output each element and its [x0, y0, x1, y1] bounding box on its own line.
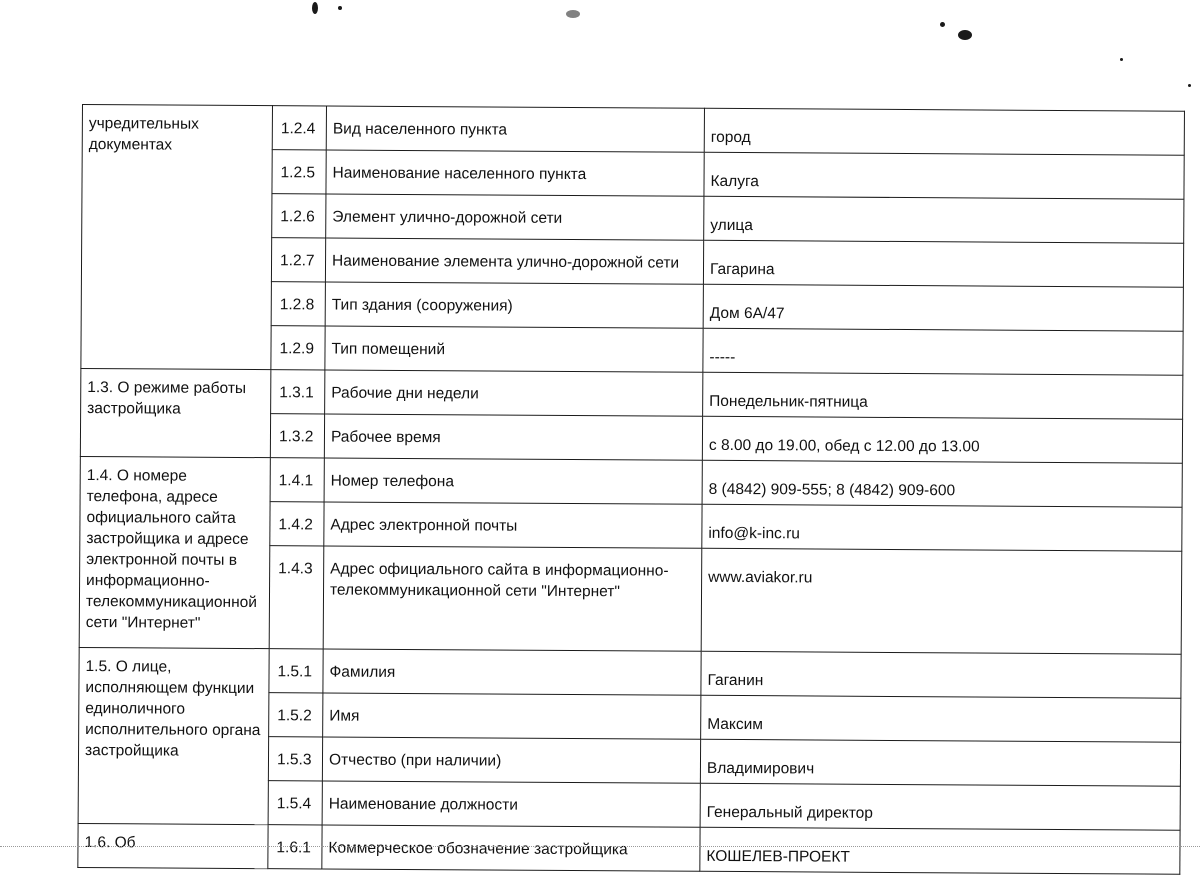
section-title: 1.4. О номере телефона, адресе официального сайта застройщика и адресе электронной почты в информационно-телекоммуникационной сети "Интернет" — [79, 456, 270, 648]
item-number: 1.5.2 — [269, 693, 323, 737]
item-number: 1.4.1 — [270, 458, 324, 502]
table-row — [82, 105, 1184, 156]
scan-speck — [958, 30, 972, 40]
item-name: Фамилия — [323, 649, 701, 695]
table-row — [79, 647, 1181, 698]
item-number: 1.3.1 — [271, 370, 325, 414]
item-name: Вид населенного пункта — [326, 106, 704, 152]
table-row — [78, 823, 1180, 874]
section-title: учредительных документах — [81, 105, 273, 370]
item-value: Калуга — [704, 152, 1184, 199]
item-name: Имя — [323, 693, 701, 739]
table-row — [80, 456, 1182, 507]
item-number: 1.2.8 — [271, 282, 325, 326]
item-name: Адрес официального сайта в информационно-телекоммуникационной сети "Интернет" — [323, 546, 702, 651]
item-number: 1.4.2 — [270, 502, 324, 546]
item-value: Гагарина — [703, 240, 1183, 287]
item-value: Дом 6А/47 — [703, 284, 1183, 331]
item-number: 1.2.5 — [272, 150, 326, 194]
section-title: 1.6. Об — [78, 823, 268, 868]
item-number: 1.4.3 — [269, 546, 324, 649]
item-name: Элемент улично-дорожной сети — [326, 194, 704, 240]
item-number: 1.3.2 — [270, 414, 324, 458]
table-row — [81, 368, 1183, 419]
item-value: Максим — [701, 695, 1181, 742]
scan-speck — [1188, 84, 1191, 87]
item-name: Тип здания (сооружения) — [325, 282, 703, 328]
section-title: 1.3. О режиме работы застройщика — [80, 368, 271, 457]
item-name: Наименование элемента улично-дорожной сети — [325, 238, 703, 284]
scan-speck — [312, 2, 318, 14]
scan-speck — [566, 10, 580, 18]
section-title: 1.5. О лице, исполняющем функции единоличного исполнительного органа застройщика — [78, 647, 269, 824]
item-number: 1.2.7 — [271, 238, 325, 282]
developer-info-table — [77, 104, 1185, 875]
item-number: 1.5.4 — [268, 781, 322, 825]
item-name: Номер телефона — [324, 458, 702, 504]
item-name: Наименование должности — [322, 781, 700, 827]
item-name: Тип помещений — [325, 326, 703, 372]
item-value: Генеральный директор — [700, 783, 1180, 830]
item-value: КОШЕЛЕВ-ПРОЕКТ — [700, 827, 1180, 874]
item-number: 1.2.4 — [272, 106, 326, 150]
item-name: Коммерческое обозначение застройщика — [322, 825, 700, 871]
item-name: Адрес электронной почты — [324, 502, 702, 548]
item-value: 8 (4842) 909-555; 8 (4842) 909-600 — [702, 460, 1182, 507]
scan-speck — [338, 6, 342, 10]
scan-edge-line — [0, 846, 1200, 847]
item-name: Наименование населенного пункта — [326, 150, 704, 196]
item-number: 1.2.6 — [272, 194, 326, 238]
item-value: с 8.00 до 19.00, обед с 12.00 до 13.00 — [702, 416, 1182, 463]
item-name: Отчество (при наличии) — [322, 737, 700, 783]
item-value: Гаганин — [701, 651, 1181, 698]
item-value: www.aviakor.ru — [701, 548, 1182, 654]
item-number: 1.5.1 — [269, 649, 323, 693]
item-value: город — [704, 108, 1184, 155]
item-name: Рабочее время — [324, 414, 702, 460]
item-value: Владимирович — [700, 739, 1180, 786]
item-name: Рабочие дни недели — [325, 370, 703, 416]
item-value: улица — [704, 196, 1184, 243]
item-value: ----- — [703, 328, 1183, 375]
item-value: Понедельник-пятница — [703, 372, 1183, 419]
item-number: 1.6.1 — [268, 825, 322, 869]
scan-speck — [1120, 58, 1123, 61]
item-value: info@k-inc.ru — [702, 504, 1182, 551]
item-number: 1.5.3 — [268, 737, 322, 781]
scan-speck — [940, 22, 945, 27]
item-number: 1.2.9 — [271, 326, 325, 370]
